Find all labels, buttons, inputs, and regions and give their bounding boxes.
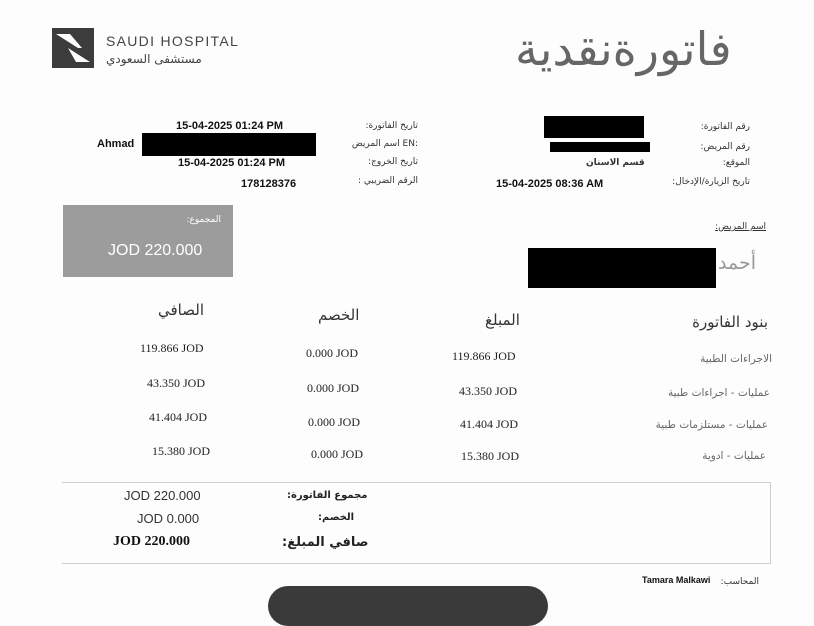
column-header-discount: الخصم [318, 306, 360, 324]
discharge-date: 15-04-2025 01:24 PM [178, 157, 286, 169]
total-box [63, 205, 233, 277]
invoice-number-label: رقم الفاتورة: [700, 122, 750, 132]
hospital-name-en: SAUDI HOSPITAL [106, 33, 240, 49]
net-label: صافي المبلغ: [282, 535, 369, 550]
table-row-net: 15.380 JOD [152, 444, 211, 458]
table-row-amount: 43.350 JOD [459, 384, 518, 398]
hospital-name-ar: مستشفى السعودي [106, 52, 202, 66]
column-header-net: الصافي [158, 301, 204, 319]
tax-number: 178128376 [241, 178, 297, 190]
table-row-item: عمليات - اجراءات طبية [667, 387, 770, 399]
table-row-item: عمليات - مستلزمات طبية [655, 419, 768, 431]
redaction-bar [142, 133, 316, 156]
discount-label: الخصم: [318, 512, 355, 523]
redaction-bar [550, 142, 650, 152]
table-row-discount: 0.000 JOD [307, 381, 360, 395]
total-value: JOD 220.000 [108, 242, 203, 259]
net-value: JOD 220.000 [113, 534, 190, 549]
accountant-label: المحاسب: [720, 577, 759, 587]
column-header-amount: المبلغ [485, 311, 520, 329]
document-title: فاتورةنقدية [515, 22, 732, 76]
table-row-net: 119.866 JOD [140, 341, 204, 355]
invoice-total-label: مجموع الفاتورة: [287, 490, 368, 501]
table-row-discount: 0.000 JOD [311, 447, 364, 461]
location-label: الموقع: [722, 158, 750, 168]
patient-name-en-label: اسم المريض EN: [351, 139, 418, 149]
table-row-amount: 119.866 JOD [452, 349, 516, 363]
redaction-bar [544, 116, 644, 138]
table-row-discount: 0.000 JOD [308, 415, 361, 429]
logo-mark-icon [52, 28, 94, 68]
table-row-amount: 15.380 JOD [461, 449, 520, 463]
table-row-amount: 41.404 JOD [460, 417, 519, 431]
visit-date: 15-04-2025 08:36 AM [496, 178, 604, 190]
tax-number-label: الرقم الضريبي : [358, 176, 418, 186]
accountant-name: Tamara Malkawi [642, 575, 711, 585]
table-row-net: 41.404 JOD [149, 410, 208, 424]
patient-name-en: Ahmad [97, 138, 135, 150]
column-header-item: بنود الفاتورة [692, 313, 768, 331]
table-row-discount: 0.000 JOD [306, 346, 359, 360]
invoice-date: 15-04-2025 01:24 PM [176, 120, 284, 132]
hospital-logo [52, 28, 94, 68]
patient-number-label: رقم المريض: [700, 142, 750, 152]
stamp [268, 586, 548, 626]
table-row-net: 43.350 JOD [147, 376, 206, 390]
table-row-item: عمليات - ادوية [702, 450, 766, 462]
redaction-bar [528, 248, 716, 288]
location: قسم الاسنان [586, 158, 645, 168]
discount-value: JOD 0.000 [137, 511, 200, 526]
visit-date-label: تاريخ الزيارة/الإدخال: [672, 177, 750, 187]
invoice-total-value: JOD 220.000 [124, 488, 201, 503]
patient-name-label: اسم المريض: [715, 222, 766, 232]
total-label: المجموع: [186, 215, 221, 225]
patient-name-ar: أحمد [718, 252, 756, 274]
discharge-date-label: تاريخ الخروج: [368, 157, 418, 167]
invoice-date-label: تاريخ الفاتورة: [365, 121, 418, 131]
table-row-item: الاجراءات الطبية [700, 353, 772, 365]
